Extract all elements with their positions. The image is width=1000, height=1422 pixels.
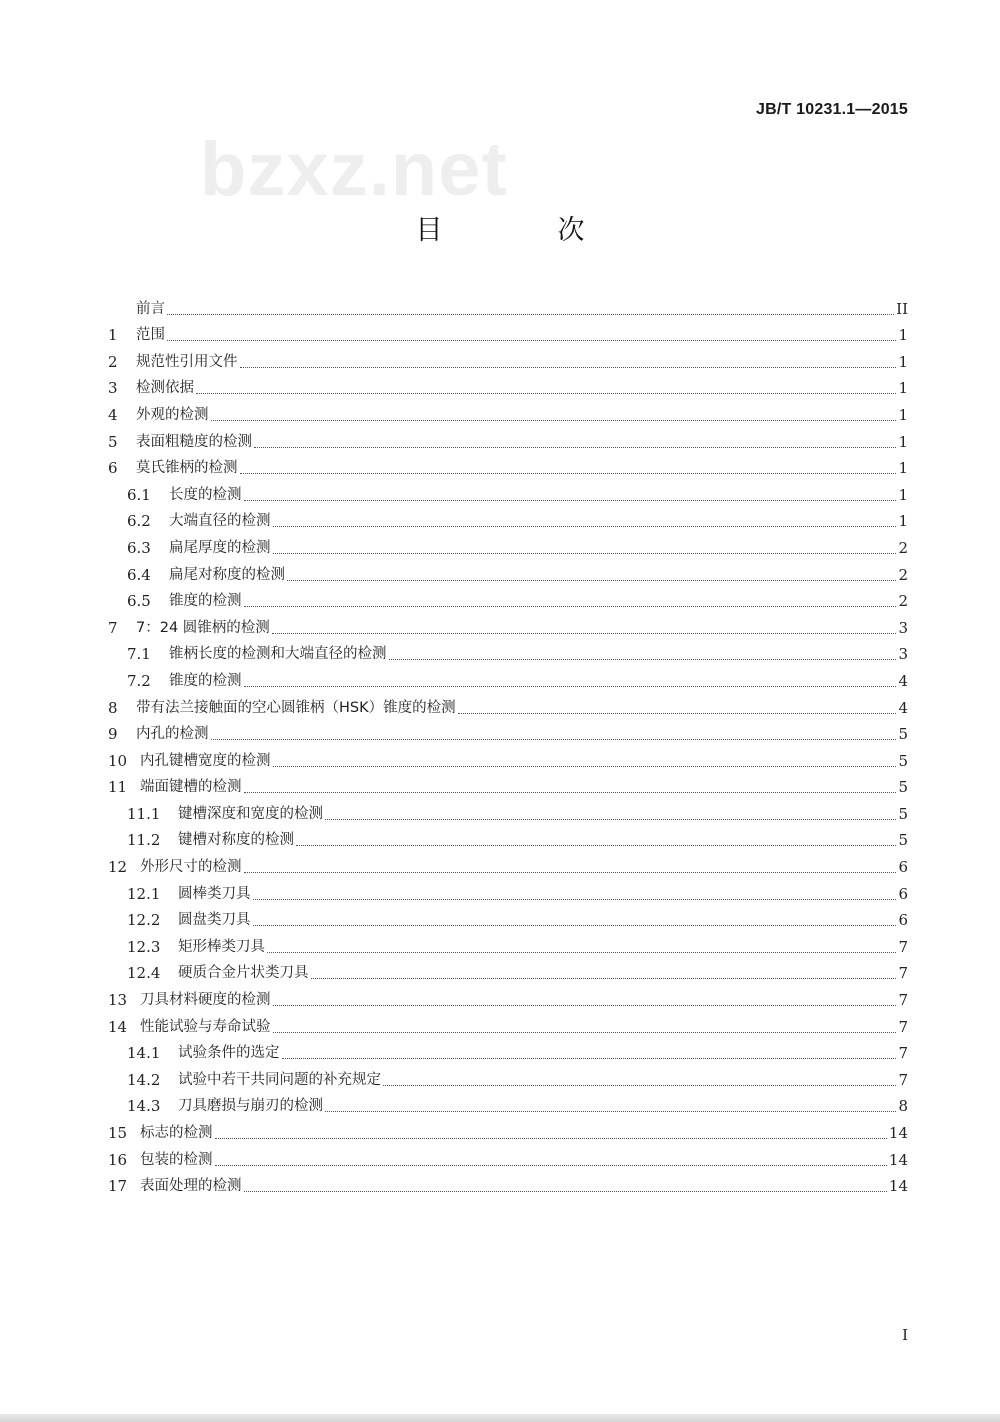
toc-subentry[interactable] bbox=[108, 1063, 908, 1090]
toc-dot-leader bbox=[311, 977, 897, 979]
toc-dot-leader bbox=[253, 898, 897, 900]
toc-entry-page: 3 bbox=[898, 645, 908, 664]
toc-entry-number: 11 bbox=[108, 778, 128, 797]
toc-entry-number: 6 bbox=[108, 459, 118, 478]
toc-dot-leader bbox=[254, 446, 896, 448]
toc-entry-number: 17 bbox=[108, 1177, 128, 1196]
toc-dot-leader bbox=[389, 658, 897, 660]
toc-entry-title: 范围 bbox=[136, 327, 165, 344]
toc-entry-number: 10 bbox=[108, 751, 128, 770]
toc-entry[interactable] bbox=[108, 398, 908, 425]
toc-entry-page: 4 bbox=[898, 671, 908, 690]
toc-entry-number: 8 bbox=[108, 698, 118, 717]
toc-entry-number: 6.5 bbox=[127, 592, 151, 611]
toc-entry-page: 7 bbox=[898, 1017, 908, 1036]
toc-entry-number: 11.2 bbox=[127, 831, 161, 850]
toc-subentry[interactable] bbox=[108, 558, 908, 585]
toc-entry-number: 7.1 bbox=[127, 645, 151, 664]
toc-entry-page: 2 bbox=[898, 538, 908, 557]
toc-entry-title: 规范性引用文件 bbox=[136, 353, 238, 370]
toc-entry-page: 3 bbox=[898, 618, 908, 637]
toc-entry-number: 6.4 bbox=[127, 565, 151, 584]
toc-entry-number: 6.1 bbox=[127, 485, 151, 504]
toc-dot-leader bbox=[282, 1057, 897, 1059]
toc-dot-leader bbox=[273, 1004, 897, 1006]
toc-entry-page: 7 bbox=[898, 937, 908, 956]
toc-entry[interactable] bbox=[108, 744, 908, 771]
toc-entry-title: 外观的检测 bbox=[136, 406, 209, 423]
toc-dot-leader bbox=[167, 313, 894, 315]
toc-entry-title: 大端直径的检测 bbox=[169, 513, 271, 530]
toc-entry-page: 1 bbox=[898, 485, 908, 504]
toc-dot-leader bbox=[253, 924, 897, 926]
toc-entry-page: 6 bbox=[898, 911, 908, 930]
toc-entry[interactable] bbox=[108, 372, 908, 399]
toc-subentry[interactable] bbox=[108, 877, 908, 904]
toc-entry-number: 14.2 bbox=[127, 1070, 161, 1089]
toc-entry-page: 2 bbox=[898, 565, 908, 584]
toc-subentry[interactable] bbox=[108, 957, 908, 984]
toc-entry-number: 11.1 bbox=[127, 804, 161, 823]
watermark-text: bzxz.net bbox=[200, 127, 508, 212]
toc-dot-leader bbox=[272, 632, 897, 634]
toc-entry-title: 扁尾对称度的检测 bbox=[169, 566, 285, 583]
toc-entry-page: 4 bbox=[898, 698, 908, 717]
toc-entry-number: 12.3 bbox=[127, 937, 161, 956]
toc-entry-number: 6.2 bbox=[127, 512, 151, 531]
toc-entry-number: 12.1 bbox=[127, 884, 161, 903]
toc-entry-page: 8 bbox=[898, 1097, 908, 1116]
toc-entry[interactable] bbox=[108, 452, 908, 479]
toc-entry-page: 5 bbox=[898, 778, 908, 797]
toc-entry[interactable] bbox=[108, 691, 908, 718]
toc-entry-page: 2 bbox=[898, 592, 908, 611]
toc-entry-title: 键槽对称度的检测 bbox=[178, 832, 294, 849]
toc-entry[interactable] bbox=[108, 1010, 908, 1037]
toc-subentry[interactable] bbox=[108, 638, 908, 665]
toc-dot-leader bbox=[211, 738, 897, 740]
toc-entry-page: 7 bbox=[898, 991, 908, 1010]
toc-entry-title: 键槽深度和宽度的检测 bbox=[178, 805, 323, 822]
page-number: I bbox=[902, 1326, 908, 1344]
toc-dot-leader bbox=[167, 339, 896, 341]
toc-subentry[interactable] bbox=[108, 904, 908, 931]
toc-entry-page: 1 bbox=[898, 379, 908, 398]
toc-entry-title: 矩形棒类刀具 bbox=[178, 938, 265, 955]
toc-entry-title: 内孔的检测 bbox=[136, 726, 209, 743]
table-of-contents bbox=[108, 292, 908, 1196]
toc-entry[interactable] bbox=[108, 611, 908, 638]
toc-subentry[interactable] bbox=[108, 824, 908, 851]
toc-entry-number: 16 bbox=[108, 1150, 128, 1169]
toc-entry-number: 1 bbox=[108, 326, 118, 345]
toc-entry-title: 内孔键槽宽度的检测 bbox=[140, 752, 271, 769]
toc-entry-number: 7 bbox=[108, 618, 118, 637]
toc-entry-title: 带有法兰接触面的空心圆锥柄（HSK）锥度的检测 bbox=[136, 699, 456, 716]
toc-entry-title: 检测依据 bbox=[136, 380, 194, 397]
toc-dot-leader bbox=[273, 552, 897, 554]
toc-dot-leader bbox=[267, 951, 896, 953]
toc-entry-page: 1 bbox=[898, 432, 908, 451]
toc-dot-leader bbox=[296, 844, 896, 846]
toc-dot-leader bbox=[215, 1137, 887, 1139]
toc-entry[interactable] bbox=[108, 425, 908, 452]
toc-dot-leader bbox=[244, 605, 897, 607]
toc-dot-leader bbox=[273, 765, 897, 767]
toc-dot-leader bbox=[273, 525, 897, 527]
toc-entry-number: 5 bbox=[108, 432, 118, 451]
toc-entry-title: 性能试验与寿命试验 bbox=[140, 1018, 271, 1035]
toc-subentry[interactable] bbox=[108, 531, 908, 558]
toc-entry[interactable] bbox=[108, 718, 908, 745]
toc-entry-title: 前言 bbox=[136, 300, 165, 317]
toc-entry[interactable] bbox=[108, 771, 908, 798]
toc-subentry[interactable] bbox=[108, 797, 908, 824]
toc-entry-number: 14 bbox=[108, 1017, 128, 1036]
toc-subentry[interactable] bbox=[108, 1090, 908, 1117]
toc-dot-leader bbox=[240, 472, 897, 474]
toc-dot-leader bbox=[287, 579, 896, 581]
toc-entry[interactable] bbox=[108, 319, 908, 346]
toc-entry-page: 5 bbox=[898, 725, 908, 744]
toc-entry-page: 7 bbox=[898, 1044, 908, 1063]
toc-entry-page: 6 bbox=[898, 858, 908, 877]
toc-dot-leader bbox=[211, 419, 897, 421]
toc-entry-title: 扁尾厚度的检测 bbox=[169, 539, 271, 556]
toc-entry-page: II bbox=[896, 299, 908, 318]
toc-subentry[interactable] bbox=[108, 505, 908, 532]
toc-dot-leader bbox=[244, 791, 897, 793]
toc-subentry[interactable] bbox=[108, 930, 908, 957]
toc-entry-page: 5 bbox=[898, 831, 908, 850]
toc-dot-leader bbox=[244, 1190, 887, 1192]
toc-entry-number: 7.2 bbox=[127, 671, 151, 690]
toc-dot-leader bbox=[383, 1084, 896, 1086]
toc-entry-title: 7：24 圆锥柄的检测 bbox=[136, 619, 270, 636]
toc-entry-title: 圆棒类刀具 bbox=[178, 885, 251, 902]
toc-entry-title: 硬质合金片状类刀具 bbox=[178, 965, 309, 982]
toc-entry[interactable] bbox=[108, 850, 908, 877]
toc-subentry[interactable] bbox=[108, 585, 908, 612]
toc-entry-title: 包装的检测 bbox=[140, 1151, 213, 1168]
toc-dot-leader bbox=[244, 499, 897, 501]
toc-subentry[interactable] bbox=[108, 664, 908, 691]
toc-dot-leader bbox=[244, 685, 897, 687]
toc-entry-title: 刀具磨损与崩刃的检测 bbox=[178, 1098, 323, 1115]
toc-entry-title: 锥度的检测 bbox=[169, 672, 242, 689]
toc-entry-number: 4 bbox=[108, 405, 118, 424]
toc-entry-title: 试验中若干共同问题的补充规定 bbox=[178, 1071, 381, 1088]
toc-subentry[interactable] bbox=[108, 1037, 908, 1064]
standard-number: JB/T 10231.1—2015 bbox=[756, 101, 908, 118]
toc-entry-number: 6.3 bbox=[127, 538, 151, 557]
toc-entry-title: 莫氏锥柄的检测 bbox=[136, 460, 238, 477]
toc-dot-leader bbox=[215, 1164, 887, 1166]
toc-entry-number: 9 bbox=[108, 725, 118, 744]
toc-entry-title: 表面处理的检测 bbox=[140, 1178, 242, 1195]
toc-entry[interactable] bbox=[108, 1143, 908, 1170]
toc-entry-title: 端面键槽的检测 bbox=[140, 779, 242, 796]
toc-entry[interactable] bbox=[108, 1170, 908, 1197]
toc-dot-leader bbox=[325, 1110, 896, 1112]
toc-entry-page: 14 bbox=[888, 1150, 908, 1169]
toc-entry-page: 5 bbox=[898, 751, 908, 770]
toc-entry-page: 14 bbox=[888, 1124, 908, 1142]
toc-entry-number: 12.2 bbox=[127, 911, 161, 930]
toc-entry-number: 12.4 bbox=[127, 964, 161, 983]
toc-entry-number: 15 bbox=[108, 1124, 128, 1142]
toc-entry-title: 标志的检测 bbox=[140, 1125, 213, 1141]
toc-dot-leader bbox=[273, 1031, 897, 1033]
toc-entry-number: 3 bbox=[108, 379, 118, 398]
toc-entry-number: 12 bbox=[108, 858, 128, 877]
page-title: 目 次 bbox=[415, 215, 629, 246]
toc-entry[interactable] bbox=[108, 345, 908, 372]
toc-entry-number: 14.3 bbox=[127, 1097, 161, 1116]
toc-entry[interactable] bbox=[108, 292, 908, 319]
page-bottom-edge bbox=[0, 1414, 1000, 1422]
toc-entry-title: 圆盘类刀具 bbox=[178, 912, 251, 929]
toc-entry-page: 1 bbox=[898, 352, 908, 371]
toc-entry-page: 7 bbox=[898, 1070, 908, 1089]
toc-dot-leader bbox=[325, 818, 896, 820]
toc-entry-page: 1 bbox=[898, 405, 908, 424]
toc-entry-title: 锥度的检测 bbox=[169, 593, 242, 610]
toc-entry-page: 1 bbox=[898, 459, 908, 478]
toc-dot-leader bbox=[458, 712, 897, 714]
toc-entry-page: 14 bbox=[888, 1177, 908, 1196]
toc-entry[interactable] bbox=[108, 1116, 908, 1143]
toc-entry-title: 外形尺寸的检测 bbox=[140, 859, 242, 876]
toc-entry-page: 5 bbox=[898, 804, 908, 823]
toc-entry-number: 2 bbox=[108, 352, 118, 371]
toc-dot-leader bbox=[240, 366, 897, 368]
toc-entry[interactable] bbox=[108, 983, 908, 1010]
toc-entry-title: 长度的检测 bbox=[169, 486, 242, 503]
toc-entry-page: 6 bbox=[898, 884, 908, 903]
toc-entry-page: 7 bbox=[898, 964, 908, 983]
toc-entry-page: 1 bbox=[898, 326, 908, 345]
toc-dot-leader bbox=[196, 392, 896, 394]
toc-entry-title: 表面粗糙度的检测 bbox=[136, 433, 252, 450]
toc-entry-title: 锥柄长度的检测和大端直径的检测 bbox=[169, 646, 387, 663]
toc-entry-title: 试验条件的选定 bbox=[178, 1045, 280, 1062]
toc-subentry[interactable] bbox=[108, 478, 908, 505]
toc-dot-leader bbox=[244, 871, 897, 873]
toc-entry-page: 1 bbox=[898, 512, 908, 531]
toc-entry-title: 刀具材料硬度的检测 bbox=[140, 992, 271, 1009]
toc-entry-number: 13 bbox=[108, 991, 128, 1010]
toc-entry-number: 14.1 bbox=[127, 1044, 161, 1063]
